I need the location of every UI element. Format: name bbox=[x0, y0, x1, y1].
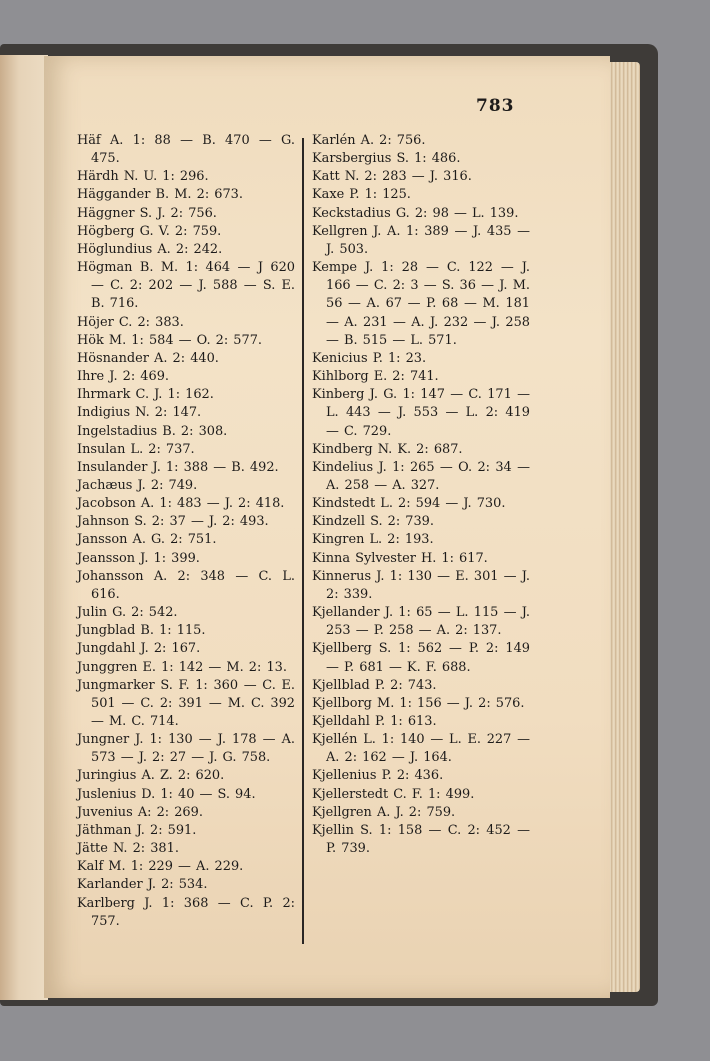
index-entry: Insulander J. 1: 388 — B. 492. bbox=[77, 459, 279, 475]
index-entry: Härdh N. U. 1: 296. bbox=[77, 169, 209, 185]
index-entry: Kjellin S. 1: 158 — C. 2: 452 — P. 739. bbox=[312, 822, 530, 857]
index-column-right bbox=[312, 132, 530, 858]
index-entry: Katt N. 2: 283 — J. 316. bbox=[312, 169, 472, 185]
index-entry: Kjellberg S. 1: 562 — P. 2: 149 — P. 681 — K. F. 688. bbox=[312, 641, 530, 675]
index-entry: Ingelstadius B. 2: 308. bbox=[77, 423, 228, 439]
index-entry: Kindelius J. 1: 265 — O. 2: 34 — A. 258 — A. 327. bbox=[312, 459, 530, 493]
index-entry: Kjellgren A. J. 2: 759. bbox=[312, 804, 456, 820]
index-entry: Hök M. 1: 584 — O. 2: 577. bbox=[77, 332, 262, 348]
index-entry: Jansson A. G. 2: 751. bbox=[77, 532, 217, 548]
index-entry: Karlén A. 2: 756. bbox=[312, 133, 426, 148]
index-entry: Kempe J. 1: 28 — C. 122 — J. 166 — C. 2: 3 — S. 36 — J. M. 56 — A. 67 — P. 68 — M. 181 — A. 231 — A. J. 232 — J. 258 — B. 515 — L. 571. bbox=[312, 260, 530, 348]
index-entry: Jungdahl J. 2: 167. bbox=[77, 641, 201, 657]
index-entry: Jachæus J. 2: 749. bbox=[77, 477, 198, 493]
index-entry: Jacobson A. 1: 483 — J. 2: 418. bbox=[77, 496, 285, 512]
index-entry: Juslenius D. 1: 40 — S. 94. bbox=[77, 786, 256, 802]
index-entry: Häggner S. J. 2: 756. bbox=[77, 205, 217, 221]
index-entry: Kindberg N. K. 2: 687. bbox=[312, 441, 463, 457]
index-entry: Kjellenius P. 2: 436. bbox=[312, 768, 444, 784]
book-page bbox=[44, 56, 610, 998]
index-entry: Höglundius A. 2: 242. bbox=[77, 241, 223, 257]
index-entry: Högman B. M. 1: 464 — J 620 — C. 2: 202 — J. 588 — S. E. B. 716. bbox=[77, 260, 295, 312]
page-number: 783 bbox=[476, 96, 515, 116]
index-entry: Kjellander J. 1: 65 — L. 115 — J. 253 — P. 258 — A. 2: 137. bbox=[312, 605, 530, 639]
index-entry: Insulan L. 2: 737. bbox=[77, 441, 195, 457]
index-entry: Ihre J. 2: 469. bbox=[77, 369, 169, 385]
index-entry: Juringius A. Z. 2: 620. bbox=[77, 768, 225, 784]
index-entry: Kjellblad P. 2: 743. bbox=[312, 677, 437, 693]
index-entry: Kalf M. 1: 229 — A. 229. bbox=[77, 859, 244, 875]
index-entry: Kinna Sylvester H. 1: 617. bbox=[312, 550, 488, 566]
index-entry: Keckstadius G. 2: 98 — L. 139. bbox=[312, 205, 519, 221]
index-entry: Jäthman J. 2: 591. bbox=[77, 822, 197, 838]
previous-page-edge bbox=[0, 55, 48, 1000]
index-entry: Kenicius P. 1: 23. bbox=[312, 350, 427, 366]
index-entry: Junggren E. 1: 142 — M. 2: 13. bbox=[77, 659, 287, 675]
index-entry: Hösnander A. 2: 440. bbox=[77, 350, 219, 366]
index-entry: Höjer C. 2: 383. bbox=[77, 314, 184, 330]
index-entry: Jahnson S. 2: 37 — J. 2: 493. bbox=[77, 514, 269, 530]
index-entry: Kindstedt L. 2: 594 — J. 730. bbox=[312, 496, 506, 512]
index-entry: Häggander B. M. 2: 673. bbox=[77, 187, 243, 203]
index-entry: Karlander J. 2: 534. bbox=[77, 877, 208, 893]
index-entry: Indigius N. 2: 147. bbox=[77, 405, 202, 421]
index-entry: Ihrmark C. J. 1: 162. bbox=[77, 387, 214, 403]
index-entry: Johansson A. 2: 348 — C. L. 616. bbox=[77, 568, 295, 602]
index-entry: Kihlborg E. 2: 741. bbox=[312, 369, 439, 385]
index-entry: Kjellerstedt C. F. 1: 499. bbox=[312, 786, 475, 802]
index-entry: Jungmarker S. F. 1: 360 — C. E. 501 — C. 2: 391 — M. C. 392 — M. C. 714. bbox=[77, 677, 295, 729]
index-entry: Julin G. 2: 542. bbox=[77, 605, 178, 621]
index-entry: Kjellborg M. 1: 156 — J. 2: 576. bbox=[312, 695, 525, 711]
index-entry: Jätte N. 2: 381. bbox=[77, 841, 179, 857]
index-entry: Kjellén L. 1: 140 — L. E. 227 — A. 2: 162 — J. 164. bbox=[312, 732, 530, 766]
index-entry: Kaxe P. 1: 125. bbox=[312, 187, 411, 203]
index-entry: Högberg G. V. 2: 759. bbox=[77, 223, 222, 239]
index-entry: Kindzell S. 2: 739. bbox=[312, 514, 434, 530]
index-entry: Kjelldahl P. 1: 613. bbox=[312, 714, 437, 729]
index-entry: Jeansson J. 1: 399. bbox=[77, 550, 200, 566]
index-entry: Karsbergius S. 1: 486. bbox=[312, 151, 461, 167]
index-entry: Kellgren J. A. 1: 389 — J. 435 — J. 503. bbox=[312, 223, 530, 257]
index-entry: Kingren L. 2: 193. bbox=[312, 532, 434, 548]
index-entry: Kinnerus J. 1: 130 — E. 301 — J. 2: 339. bbox=[312, 568, 530, 602]
index-column-left bbox=[77, 132, 295, 931]
index-entry: Häf A. 1: 88 — B. 470 — G. 475. bbox=[77, 133, 295, 167]
index-entry: Karlberg J. 1: 368 — C. P. 2: 757. bbox=[77, 895, 295, 929]
index-entry: Jungblad B. 1: 115. bbox=[77, 623, 206, 639]
column-divider bbox=[302, 138, 304, 944]
index-entry: Juvenius A: 2: 269. bbox=[77, 804, 203, 820]
index-entry: Jungner J. 1: 130 — J. 178 — A. 573 — J. 2: 27 — J. G. 758. bbox=[77, 732, 295, 766]
index-entry: Kinberg J. G. 1: 147 — C. 171 — L. 443 — J. 553 — L. 2: 419 — C. 729. bbox=[312, 387, 530, 439]
